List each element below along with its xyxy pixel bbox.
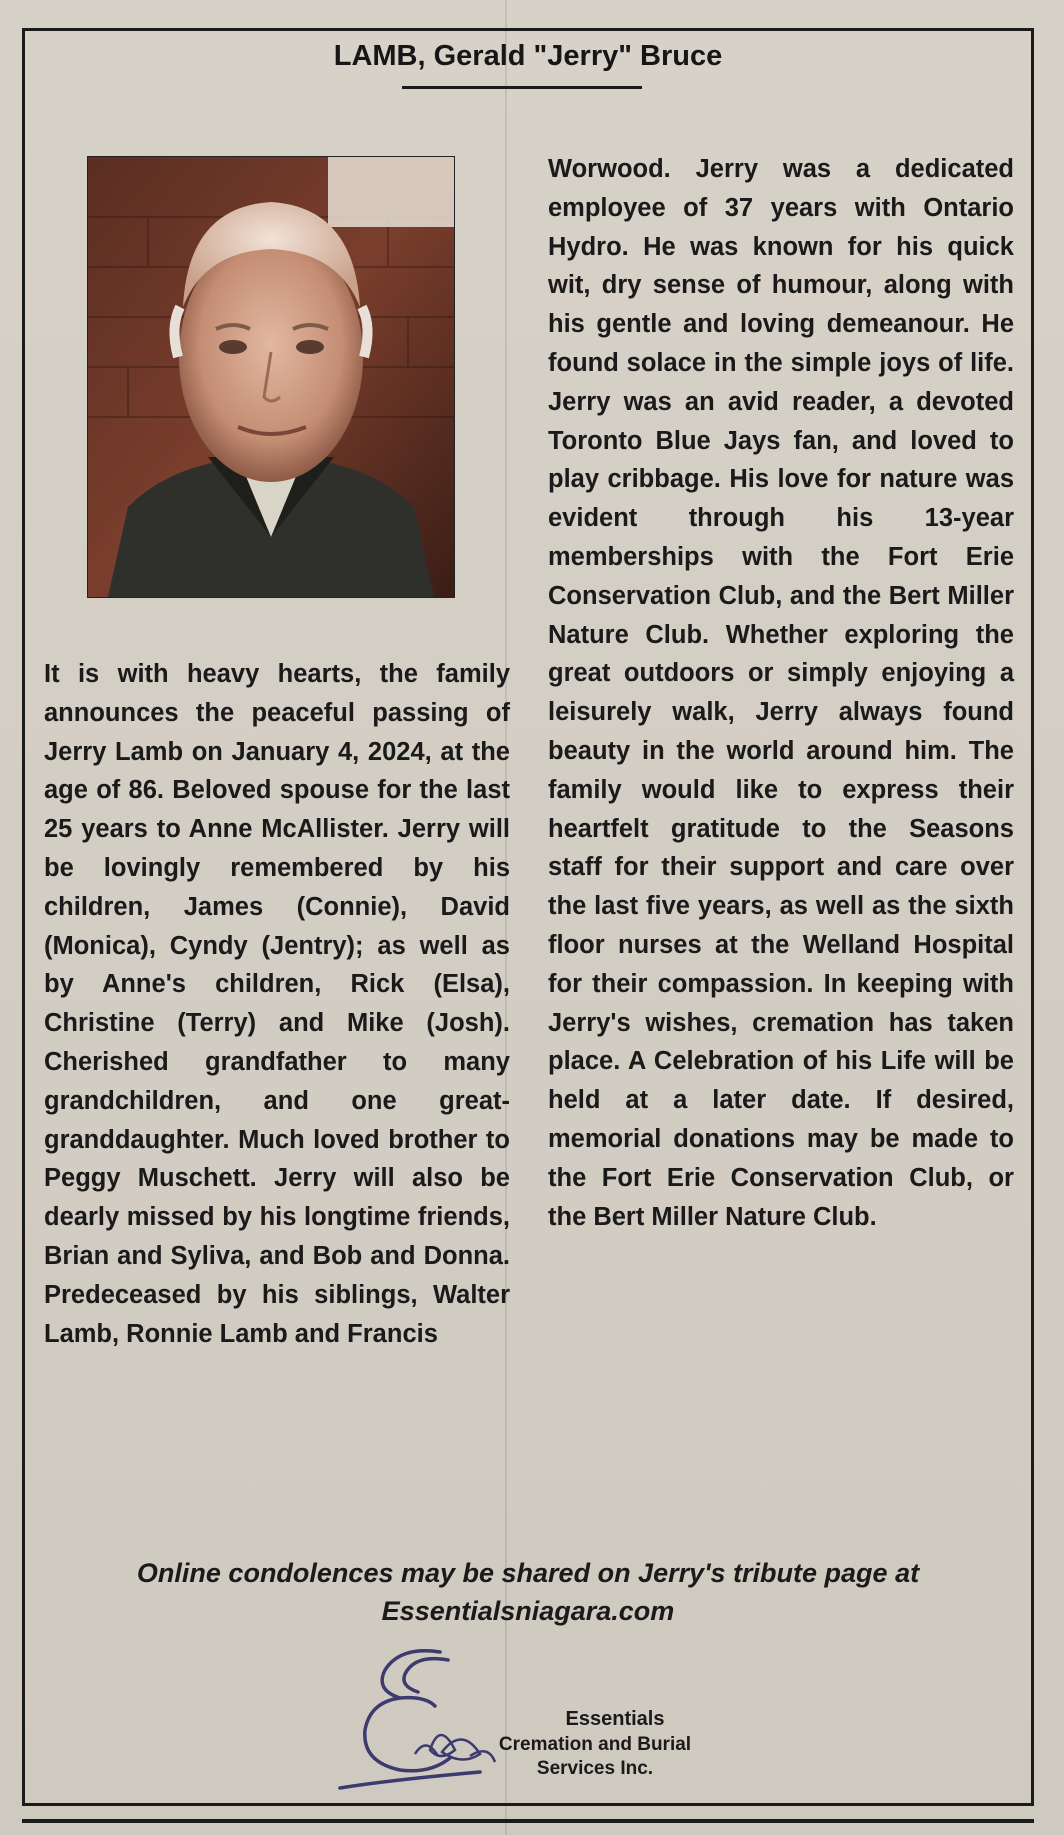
bottom-rule xyxy=(22,1819,1034,1823)
logo-subtitle: Cremation and Burial xyxy=(498,1734,692,1755)
condolences-line: Online condolences may be shared on Jerry's tribute page at xyxy=(136,1558,920,1588)
condolences-note xyxy=(22,1554,1034,1630)
portrait-photo xyxy=(87,156,455,598)
obituary-text-left-column: It is with heavy hearts, the family announces the peaceful passing of Jerry Lamb on January 4, 2024, at the age of 86. Beloved spouse for the last 25 years to Anne McAllister. Jerry will be lovingly remembered by his children, James (Connie), David (Monica), Cyndy (Jentry); as well as by Anne's children, Rick (Elsa), Christine (Terry) and Mike (Josh). Cherished grandfather to many grandchildren, and one great-granddaughter. Much loved brother to Peggy Muschett. Jerry will also be dearly missed by his longtime friends, Brian and Syliva, and Bob and Donna. Predeceased by his siblings, Walter Lamb, Ronnie Lamb and Francis xyxy=(44,660,510,1348)
funeral-home-logo xyxy=(330,1640,730,1790)
logo-name: Essentials xyxy=(565,1708,665,1730)
portrait-image xyxy=(88,157,454,597)
obituary-text-right-column: Worwood. Jerry was a dedicated employee of 37 years with Ontario Hydro. He was known for his quick wit, dry sense of humour, along with his gentle and loving demeanour. He found solace in the simple joys of life. Jerry was an avid reader, a devoted Toronto Blue Jays fan, and loved to play cribbage. His love for nature was evident through his 13-year memberships with the Fort Erie Conservation Club, and the Bert Miller Nature Club. Whether exploring the great outdoors or simply enjoying a leisurely walk, Jerry always found beauty in the world around him. The family would like to express their heartfelt gratitude to the Seasons staff for their support and care over the last five years, as well as the sixth floor nurses at the Welland Hospital for their compassion. In keeping with Jerry's wishes, cremation has taken place. A Celebration of his Life will be held at a later date. If desired, memorial donations may be made to the Fort Erie Conservation Club, or the Bert Miller Nature Club. xyxy=(548,155,1014,1231)
obituary-title: LAMB, Gerald "Jerry" Bruce xyxy=(333,40,723,72)
logo-subtitle-2: Services Inc. xyxy=(536,1758,654,1779)
title-underline xyxy=(402,86,642,89)
condolences-website: Essentialsniagara.com xyxy=(381,1596,675,1626)
